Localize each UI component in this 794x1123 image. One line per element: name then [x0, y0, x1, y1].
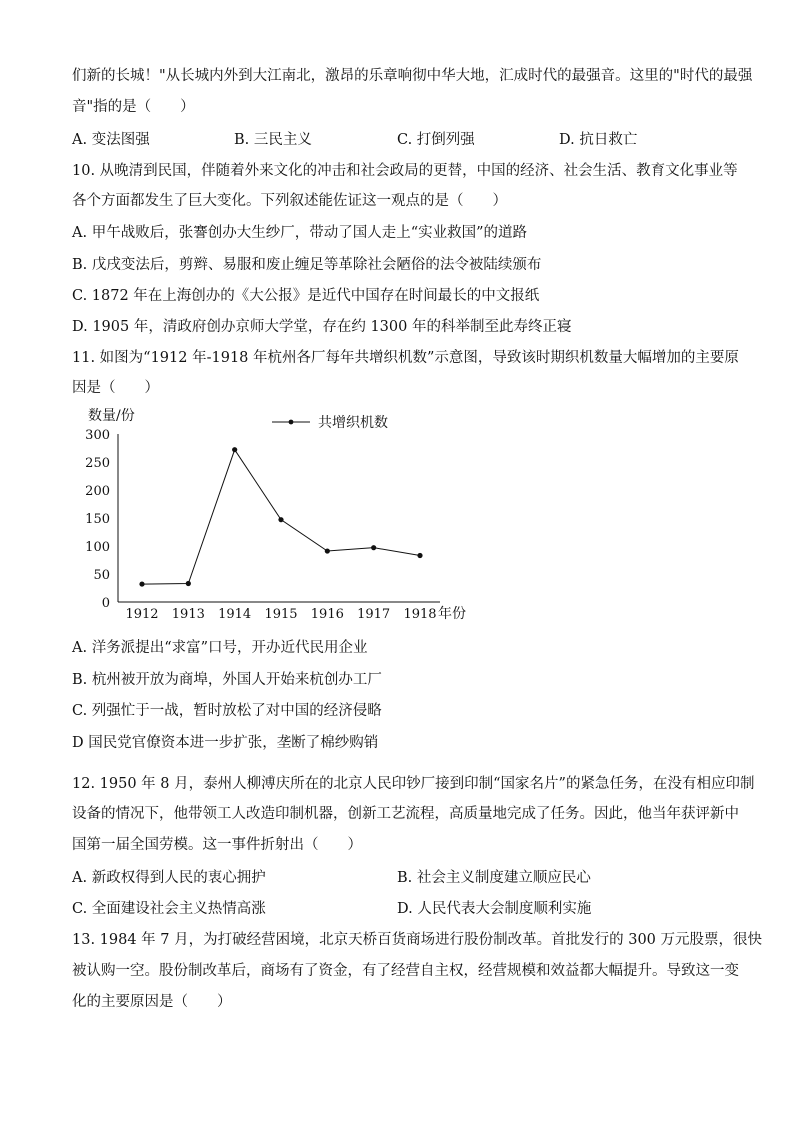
data-point [278, 517, 283, 522]
q12-stem-line2: 设备的情况下，他带领工人改造印制机器，创新工艺流程，高质量地完成了任务。因此，他当年获评新中 [72, 806, 739, 822]
y-tick-label: 50 [93, 568, 110, 583]
data-point [186, 581, 191, 586]
data-point [232, 447, 237, 452]
q12-stem-line1: 12. 1950 年 8 月，泰州人柳溥庆所在的北京人民印钞厂接到印制“国家名片”的紧急任务，在没有相应印制 [72, 776, 755, 792]
x-tick-label: 1918 [403, 607, 437, 622]
x-tick-label: 1912 [125, 607, 159, 622]
q12-option-d[interactable]: D. 人民代表大会制度顺利实施 [397, 901, 592, 917]
x-tick-label: 1914 [218, 607, 252, 622]
q10-option-d[interactable]: D. 1905 年，清政府创办京师大学堂，存在约 1300 年的科举制至此寿终正寝 [72, 319, 572, 335]
q11-option-b[interactable]: B. 杭州被开放为商埠，外国人开始来杭创办工厂 [72, 672, 382, 688]
q10-stem-line2: 各个方面都发生了巨大变化。下列叙述能佐证这一观点的是（ ） [72, 193, 507, 209]
q10-option-b[interactable]: B. 戊戌变法后，剪辫、易服和废止缠足等革除社会陋俗的法令被陆续颁布 [72, 257, 542, 273]
data-point [417, 553, 422, 558]
y-tick-label: 250 [85, 456, 110, 471]
q9-stem-line2: 音"指的是（ ） [72, 99, 195, 115]
q12-option-a[interactable]: A. 新政权得到人民的衷心拥护 [72, 870, 266, 886]
q13-stem-line1: 13. 1984 年 7 月，为打破经营困境，北京天桥百货商场进行股份制改革。首批发行的 300 万元股票，很快 [72, 932, 763, 948]
q9-option-d[interactable]: D. 抗日救亡 [559, 132, 638, 148]
x-tick-label: 1917 [357, 607, 391, 622]
q12-option-b[interactable]: B. 社会主义制度建立顺应民心 [397, 870, 591, 886]
loom-count-chart [70, 400, 490, 626]
q12-stem-line3: 国第一届全国劳模。这一事件折射出（ ） [72, 837, 362, 853]
q11-option-a[interactable]: A. 洋务派提出“求富”口号，开办近代民用企业 [72, 640, 368, 656]
q10-option-a[interactable]: A. 甲午战败后，张謇创办大生纱厂，带动了国人走上“实业救国”的道路 [72, 225, 528, 241]
q12-option-c[interactable]: C. 全面建设社会主义热情高涨 [72, 901, 266, 917]
x-tick-label: 1915 [264, 607, 298, 622]
x-axis-label: 年份 [438, 606, 466, 622]
q9-option-b[interactable]: B. 三民主义 [234, 132, 312, 148]
data-point [139, 581, 144, 586]
q9-stem-line1: 们新的长城！"从长城内外到大江南北，激昂的乐章响彻中华大地，汇成时代的最强音。这里的"时代的最强 [72, 68, 753, 84]
q11-stem-line2: 因是（ ） [72, 380, 159, 396]
series-line [142, 450, 420, 584]
data-point [371, 545, 376, 550]
y-tick-label: 200 [85, 484, 110, 499]
y-tick-label: 150 [85, 512, 110, 527]
line-chart-svg [70, 400, 490, 626]
q13-stem-line3: 化的主要原因是（ ） [72, 994, 232, 1010]
q10-stem-line1: 10. 从晚清到民国，伴随着外来文化的冲击和社会政局的更替，中国的经济、社会生活、教育文化事业等 [72, 163, 738, 179]
x-tick-label: 1916 [310, 607, 344, 622]
q10-option-c[interactable]: C. 1872 年在上海创办的《大公报》是近代中国存在时间最长的中文报纸 [72, 288, 540, 304]
y-axis-label: 数量/份 [88, 408, 135, 424]
y-tick-label: 300 [85, 428, 110, 443]
q11-option-d[interactable]: D 国民党官僚资本进一步扩张，垄断了棉纱购销 [72, 735, 379, 751]
y-tick-label: 100 [85, 540, 110, 555]
data-point [325, 548, 330, 553]
q9-option-a[interactable]: A. 变法图强 [72, 132, 150, 148]
q13-stem-line2: 被认购一空。股份制改革后，商场有了资金，有了经营自主权，经营规模和效益都大幅提升。导致这一变 [72, 963, 739, 979]
x-tick-label: 1913 [171, 607, 205, 622]
legend-label: 共增织机数 [318, 415, 388, 431]
legend-marker [289, 420, 294, 425]
q11-stem-line1: 11. 如图为“1912 年-1918 年杭州各厂每年共增织机数”示意图，导致该时期织机数量大幅增加的主要原 [72, 350, 739, 366]
y-tick-label: 0 [101, 596, 110, 611]
q9-option-c[interactable]: C. 打倒列强 [397, 132, 475, 148]
q11-option-c[interactable]: C. 列强忙于一战，暂时放松了对中国的经济侵略 [72, 703, 382, 719]
